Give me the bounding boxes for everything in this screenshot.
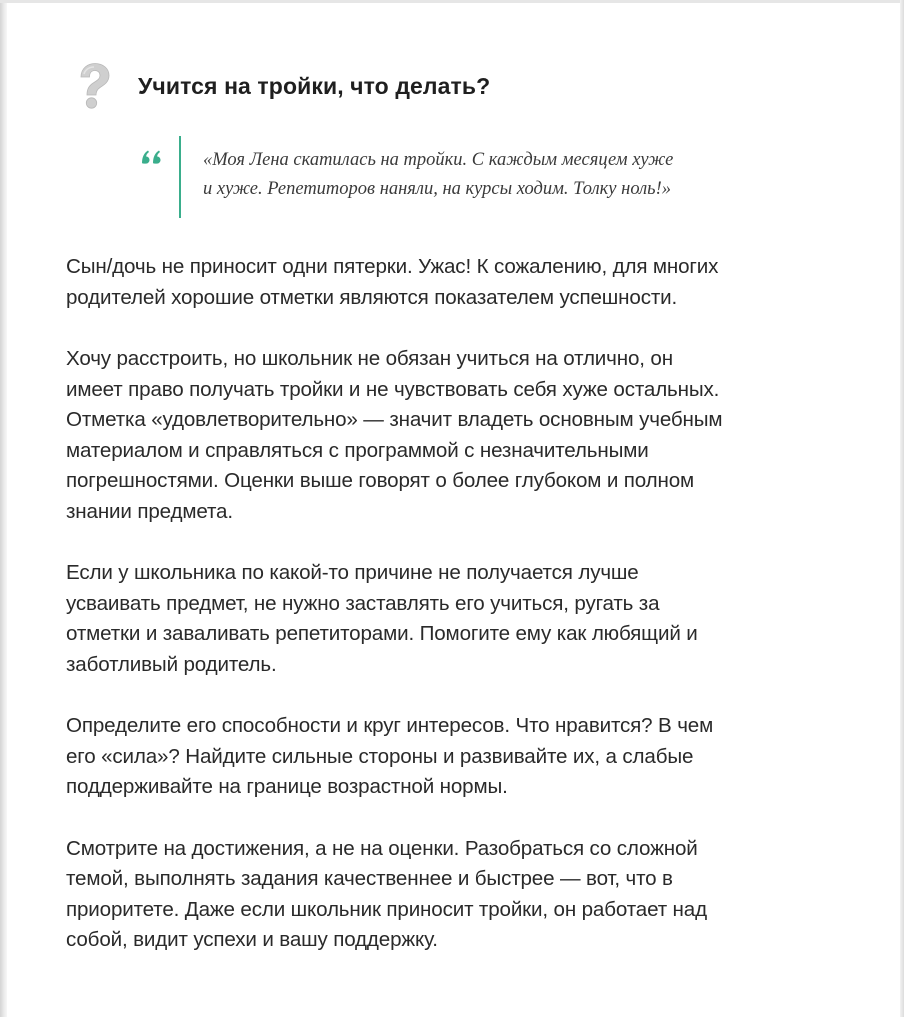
text-line: Отметка «удовлетворительно» — значит владеть основным учебным [66, 408, 723, 431]
page-edge-left [0, 0, 7, 1017]
paragraph [66, 344, 866, 527]
page-edge-right [900, 0, 904, 1017]
text-line: отметки и заваливать репетиторами. Помогите ему как любящий и [66, 622, 698, 645]
text-line: материалом и справляться с программой с незначительными [66, 438, 649, 462]
question-mark-icon [72, 62, 114, 110]
paragraph [66, 252, 866, 313]
text-line: усваивать предмет, не нужно заставлять его учиться, ругать за [66, 591, 660, 615]
article-body [66, 252, 866, 987]
page-edge-top [0, 0, 904, 3]
quote-line: и хуже. Репетиторов наняли, на курсы ходим. Толку ноль!» [203, 179, 672, 199]
text-line: приоритете. Даже если школьник приносит тройки, он работает над [66, 897, 707, 921]
text-line: родителей хорошие отметки являются показателем успешности. [66, 285, 678, 309]
paragraph [66, 711, 866, 803]
quote-block [203, 146, 843, 204]
text-line: знании предмета. [66, 499, 233, 523]
text-line: имеет право получать тройки и не чувствовать себя хуже остальных. [66, 377, 720, 401]
text-line: поддерживайте на границе возрастной нормы. [66, 775, 508, 798]
text-line: Определите его способности и круг интересов. Что нравится? В чем [66, 714, 714, 737]
text-line: Смотрите на достижения, а не на оценки. Разобраться со сложной [66, 836, 698, 860]
text-line: заботливый родитель. [66, 652, 277, 676]
text-line: погрешностями. Оценки выше говорят о более глубоком и полном [66, 469, 695, 492]
article-title: Учится на тройки, что делать? [138, 73, 491, 99]
quote-accent-line [179, 136, 181, 218]
text-line: Сын/дочь не приносит одни пятерки. Ужас! К сожалению, для многих [66, 255, 719, 278]
article-header [70, 62, 850, 112]
text-line: темой, выполнять задания качественнее и быстрее — вот, что в [66, 867, 673, 890]
text-line: Хочу расстроить, но школьник не обязан учиться на отлично, он [66, 347, 673, 370]
paragraph [66, 834, 866, 956]
text-line: собой, видит успехи и вашу поддержку. [66, 928, 438, 951]
text-line: Если у школьника по какой-то причине не получается лучше [66, 561, 639, 584]
quote-line: «Моя Лена скатилась на тройки. С каждым месяцем хуже [203, 150, 674, 170]
paragraph [66, 558, 866, 680]
quote-marks-icon [140, 146, 164, 166]
text-line: его «сила»? Найдите сильные стороны и развивайте их, а слабые [66, 744, 694, 768]
